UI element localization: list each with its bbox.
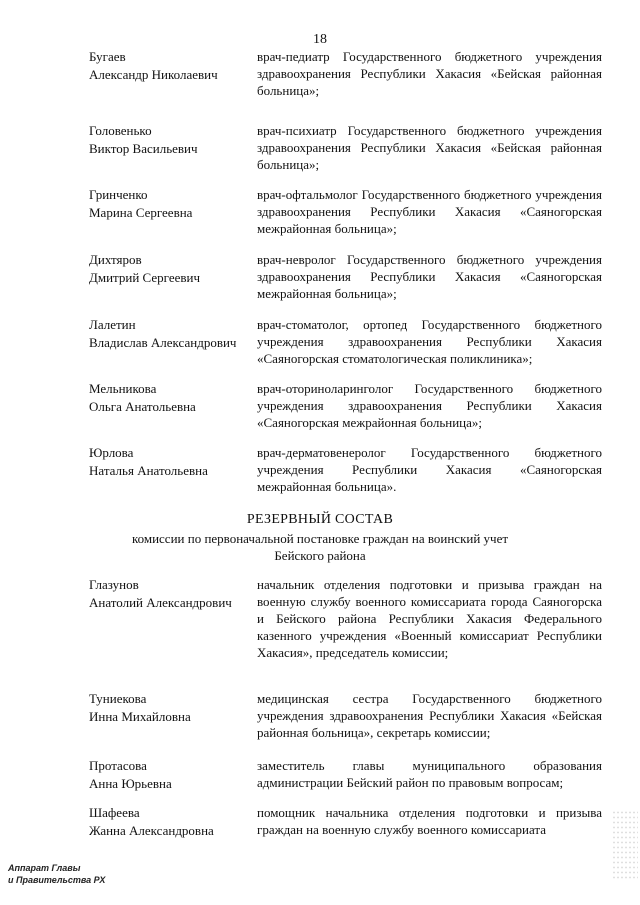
member-role: врач-педиатр Государственного бюджетного учреждения здравоохранения Республики Хакасия «Бейская районная больница»; — [257, 49, 602, 98]
member-role: заместитель главы муниципального образования администрации Бейский район по правовым вопросам; — [257, 758, 602, 790]
member-surname: Дихтяров — [89, 252, 142, 267]
member-role: врач-дерматовенеролог Государственного бюджетного учреждения Республики Хакасия «Саяногорская межрайонная больница». — [257, 445, 602, 494]
member-surname: Глазунов — [89, 577, 139, 592]
scan-noise — [612, 810, 638, 880]
member-role: врач-оториноларинголог Государственного бюджетного учреждения здравоохранения Республики Хакасия «Саяногорская межрайонная больница»; — [257, 381, 602, 430]
member-role: начальник отделения подготовки и призыва граждан на военную службу военного комиссариата города Саяногорска и Бейского района Республики Хакасия Федерального казенного учреждения «Военный комиссариат Республики Хакасия», председатель комиссии; — [257, 577, 602, 660]
reserve-subtitle — [0, 530, 640, 564]
member-surname: Мельникова — [89, 381, 157, 396]
member-given-name: Жанна Александровна — [89, 823, 214, 838]
member-name — [89, 122, 259, 158]
member-name — [89, 804, 259, 840]
member-given-name: Инна Михайловна — [89, 709, 191, 724]
member-name — [89, 186, 259, 222]
member-name — [89, 690, 259, 726]
member-given-name: Дмитрий Сергеевич — [89, 270, 200, 285]
member-surname: Шафеева — [89, 805, 140, 820]
member-surname: Бугаев — [89, 49, 126, 64]
office-stamp — [8, 862, 105, 886]
member-name — [89, 316, 259, 352]
member-role: помощник начальника отделения подготовки и призыва граждан на военную службу военного комиссариата — [257, 805, 602, 837]
member-role: врач-невролог Государственного бюджетного учреждения здравоохранения Республики Хакасия «Саяногорская межрайонная больница»; — [257, 252, 602, 301]
member-name — [89, 576, 259, 612]
stamp-line: и Правительства РХ — [8, 875, 106, 885]
member-name — [89, 380, 259, 416]
member-role: врач-психиатр Государственного бюджетного учреждения здравоохранения Республики Хакасия «Бейская районная больница»; — [257, 123, 602, 172]
member-given-name: Марина Сергеевна — [89, 205, 193, 220]
reserve-title: РЕЗЕРВНЫЙ СОСТАВ — [246, 512, 394, 527]
reserve-subtitle-line: комиссии по первоначальной постановке граждан на воинский учет — [131, 531, 509, 546]
member-given-name: Ольга Анатольевна — [89, 399, 196, 414]
member-name — [89, 444, 259, 480]
member-surname: Гринченко — [89, 187, 148, 202]
member-surname: Юрлова — [89, 445, 134, 460]
member-surname: Протасова — [89, 758, 147, 773]
member-name — [89, 251, 259, 287]
reserve-subtitle-line: Бейского района — [274, 548, 366, 563]
stamp-line: Аппарат Главы — [8, 863, 81, 873]
member-given-name: Владислав Александрович — [89, 335, 237, 350]
member-given-name: Анна Юрьевна — [89, 776, 172, 791]
member-given-name: Александр Николаевич — [89, 67, 218, 82]
member-given-name: Анатолий Александрович — [89, 595, 232, 610]
member-name — [89, 757, 259, 793]
member-role: врач-стоматолог, ортопед Государственного бюджетного учреждения здравоохранения Республики Хакасия «Саяногорская стоматологическая поликлиника»; — [257, 317, 602, 366]
member-given-name: Виктор Васильевич — [89, 141, 198, 156]
member-surname: Лалетин — [89, 317, 136, 332]
member-role: медицинская сестра Государственного бюджетного учреждения здравоохранения Республики Хакасия «Бейская районная больница», секретарь комиссии; — [257, 691, 602, 740]
member-surname: Головенько — [89, 123, 152, 138]
member-given-name: Наталья Анатольевна — [89, 463, 208, 478]
member-role: врач-офтальмолог Государственного бюджетного учреждения здравоохранения Республики Хакасия «Саяногорская межрайонная больница»; — [257, 187, 602, 236]
page-number: 18 — [313, 32, 327, 47]
member-name — [89, 48, 259, 84]
member-surname: Туниекова — [89, 691, 147, 706]
